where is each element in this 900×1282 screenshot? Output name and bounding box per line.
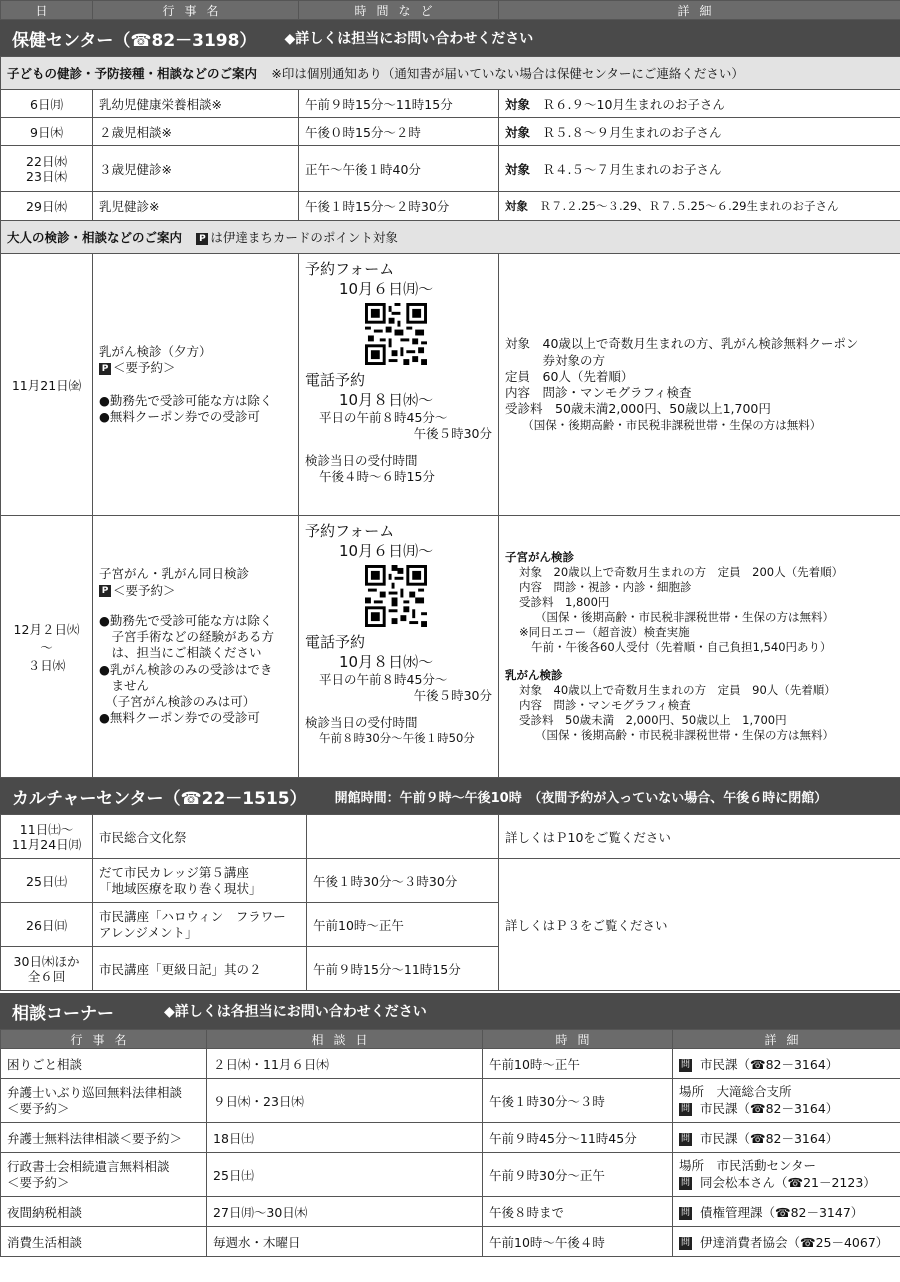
soudan-header-row <box>1 1030 900 1049</box>
row-date: 29日㈬ <box>1 192 93 221</box>
row-time: 午前９時15分～11時15分 <box>307 947 499 991</box>
row-contact: 伊達消費者協会（☎25－4067） <box>700 1234 889 1250</box>
row-day: 18日㈯ <box>207 1123 483 1153</box>
row-contact: 債権管理課（☎82－3147） <box>700 1204 864 1220</box>
cervical-detail-line: 午前・午後各60人受付（先着順・自己負担1,540円あり） <box>531 639 832 654</box>
cervical-note: ●無料クーポン券での受診可 <box>99 710 260 726</box>
soudan-title: 相談コーナー <box>12 1003 114 1024</box>
row-time: 午前９時15分～11時15分 <box>299 90 499 118</box>
row-date: 30日㈭ほか 全６回 <box>1 947 93 991</box>
row-place: 場所 市民活動センター <box>679 1158 817 1174</box>
hoken-table <box>0 56 900 778</box>
inquiry-icon: 問 <box>680 1059 690 1070</box>
cervical-note: ません <box>99 677 150 693</box>
row-event: だて市民カレッジ第５講座 「地域医療を取り巻く現状」 <box>93 859 307 903</box>
soudan-section-bar <box>0 993 900 1029</box>
breast-form-date: 10月６日㈪～ <box>339 279 434 298</box>
p-point-icon: P <box>196 233 208 245</box>
header-event: 行事名 <box>93 1 299 20</box>
row-detail: 詳しくはＰ10をご覧ください <box>499 815 900 859</box>
table-row <box>1 815 900 859</box>
breast2-detail-title: 乳がん検診 <box>505 668 563 683</box>
qr-code-icon[interactable] <box>365 565 427 627</box>
header-time: 時間など <box>299 1 499 20</box>
culture-note: 開館時間：午前９時～午後10時 （夜間予約が入っていない場合、午後６時に閉館） <box>334 790 828 806</box>
breast-date: 11月21日㈮ <box>1 254 93 516</box>
row-label: 対象 <box>505 96 531 112</box>
table-row <box>1 1049 900 1079</box>
row-time: 午後１時30分～３時 <box>483 1079 673 1123</box>
row-time: 午前10時～正午 <box>483 1049 673 1079</box>
cervical-note: ●勤務先で受診可能な方は除く <box>99 612 273 628</box>
row-event: 乳児健診※ <box>93 192 299 221</box>
row-event: 市民総合文化祭 <box>93 815 307 859</box>
header-table <box>0 0 900 20</box>
breast-exam-row <box>1 254 900 516</box>
breast-detail-line: 券対象の方 <box>505 352 606 368</box>
soudan-header-day: 相談日 <box>207 1030 483 1049</box>
row-time: 午前９時30分～正午 <box>483 1153 673 1197</box>
row-place: 場所 大滝総合支所 <box>679 1084 792 1100</box>
breast2-detail-line: 内容 問診・マンモグラフィ検査 <box>519 698 691 713</box>
row-contact: 同会松本さん（☎21－2123） <box>700 1174 876 1190</box>
breast2-detail-line: 対象 40歳以上で奇数月生まれの方 定員 90人（先着順） <box>519 683 836 698</box>
row-event: 弁護士いぶり巡回無料法律相談 ＜要予約＞ <box>1 1079 207 1123</box>
hoken-title: 保健センター（☎82－3198） <box>12 30 257 51</box>
cervical-date-end: ３日㈬ <box>27 657 66 673</box>
qr-code-icon[interactable] <box>365 303 427 365</box>
row-day: ２日㈭・11月６日㈭ <box>207 1049 483 1079</box>
breast-detail-line: （国保・後期高齢・市民税非課税世帯・生保の方は無料） <box>505 417 822 432</box>
row-day: ９日㈭・23日㈭ <box>207 1079 483 1123</box>
breast-phone-label: 電話予約 <box>305 371 366 389</box>
row-contact: 市民課（☎82－3164） <box>700 1130 839 1146</box>
cervical-date-start: 12月２日㈫ <box>13 621 80 637</box>
inquiry-icon: 問 <box>680 1207 690 1218</box>
row-event: 困りごと相談 <box>1 1049 207 1079</box>
row-detail: Ｒ７.２.25～３.29、Ｒ７.５.25～６.29生まれのお子さん <box>539 199 839 213</box>
row-event: ３歳児健診※ <box>93 146 299 192</box>
row-time: 午後１時30分～３時30分 <box>307 859 499 903</box>
column-header-row <box>1 1 900 20</box>
row-date: 11日㈯～ 11月24日㈪ <box>1 815 93 859</box>
cervical-note: ●乳がん検診のみの受診はでき <box>99 661 273 677</box>
row-event: 市民講座「ハロウィン フラワー アレンジメント」 <box>93 903 307 947</box>
inquiry-icon: 問 <box>680 1103 690 1114</box>
breast-detail-line: 定員 60人（先着順） <box>505 368 634 384</box>
cervical-reserve: ＜要予約＞ <box>113 582 176 598</box>
cervical-form-date: 10月６日㈪～ <box>339 541 434 560</box>
table-row <box>1 1227 900 1257</box>
row-time <box>307 815 499 859</box>
table-row <box>1 192 900 221</box>
row-date: 22日㈬ 23日㈭ <box>1 146 93 192</box>
row-label: 対象 <box>505 199 528 213</box>
cervical-detail-line: 受診料 1,800円 <box>519 594 610 609</box>
culture-table <box>0 814 900 991</box>
row-event: 乳幼児健康栄養相談※ <box>93 90 299 118</box>
p-point-icon: P <box>99 363 111 375</box>
table-row <box>1 146 900 192</box>
inquiry-icon: 問 <box>680 1177 690 1188</box>
cervical-detail-line: 内容 問診・視診・内診・細胞診 <box>519 579 692 594</box>
hoken-note: ◆詳しくは担当にお問い合わせください <box>284 31 534 47</box>
row-contact: 市民課（☎82－3164） <box>700 1056 839 1072</box>
p-point-icon: P <box>99 585 111 597</box>
table-row <box>1 1197 900 1227</box>
breast-event: 乳がん検診（夕方） <box>99 344 212 359</box>
cervical-weekday-end: 午後５時30分 <box>413 688 492 704</box>
header-date: 日 <box>1 1 93 20</box>
row-event: 消費生活相談 <box>1 1227 207 1257</box>
row-time: 午後０時15分～２時 <box>299 118 499 146</box>
breast-weekday: 平日の午前８時45分～ <box>319 410 448 425</box>
cervical-note: 子宮手術などの経験がある方 <box>99 629 275 645</box>
cervical-phone-date: 10月８日㈬～ <box>339 652 434 671</box>
row-date: 26日㈰ <box>1 903 93 947</box>
kids-subheader-note: ※印は個別通知あり（通知書が届いていない場合は保健センターにご連絡ください） <box>271 66 744 81</box>
breast-reception-time: 午後４時～６時15分 <box>319 468 435 484</box>
breast-phone-date: 10月８日㈬～ <box>339 390 434 409</box>
merged-detail: 詳しくはＰ３をご覧ください <box>499 859 900 991</box>
row-detail: Ｒ５.８～９月生まれのお子さん <box>542 124 722 140</box>
breast2-detail-line: 受診料 50歳未満 2,000円、50歳以上 1,700円 <box>519 713 787 728</box>
row-detail: Ｒ４.５～７月生まれのお子さん <box>542 161 722 177</box>
kids-subheader-title: 子どもの健診・予防接種・相談などのご案内 <box>7 66 258 81</box>
cervical-detail-line: （国保・後期高齢・市民税非課税世帯・生保の方は無料） <box>535 609 834 624</box>
adult-subheader-note: は伊達まちカードのポイント対象 <box>210 230 398 245</box>
row-contact: 市民課（☎82－3164） <box>700 1100 839 1116</box>
cervical-weekday: 平日の午前８時45分～ <box>319 672 448 687</box>
row-event: 弁護士無料法律相談＜要予約＞ <box>1 1123 207 1153</box>
row-time: 正午～午後１時40分 <box>299 146 499 192</box>
table-row <box>1 859 900 903</box>
table-row <box>1 1079 900 1123</box>
header-detail: 詳細 <box>499 1 900 20</box>
adult-subheader-title: 大人の検診・相談などのご案内 <box>7 230 183 245</box>
hoken-section-bar <box>0 20 900 56</box>
row-event: 行政書士会相続遺言無料相談 ＜要予約＞ <box>1 1153 207 1197</box>
breast-detail-line: 対象 40歳以上で奇数月生まれの方、乳がん検診無料クーポン <box>505 336 859 352</box>
breast-form-label: 予約フォーム <box>305 260 395 278</box>
soudan-note: ◆詳しくは各担当にお問い合わせください <box>164 1004 427 1020</box>
table-row <box>1 118 900 146</box>
soudan-table <box>0 1029 900 1257</box>
breast-detail-line: 内容 問診・マンモグラフィ検査 <box>505 385 692 401</box>
cervical-exam-row <box>1 516 900 778</box>
row-day: 25日㈯ <box>207 1153 483 1197</box>
soudan-header-detail: 詳細 <box>673 1030 900 1049</box>
row-time: 午前10時～午後４時 <box>483 1227 673 1257</box>
breast-reception-label: 検診当日の受付時間 <box>305 452 418 468</box>
breast2-detail-line: （国保・後期高齢・市民税非課税世帯・生保の方は無料） <box>535 728 834 743</box>
row-time: 午後１時15分～２時30分 <box>299 192 499 221</box>
inquiry-icon: 問 <box>680 1133 690 1144</box>
table-row <box>1 1123 900 1153</box>
cervical-event: 子宮がん・乳がん同日検診 <box>99 566 250 582</box>
row-event: ２歳児相談※ <box>93 118 299 146</box>
row-time: 午後８時まで <box>483 1197 673 1227</box>
cervical-date-sep: ～ <box>40 639 53 655</box>
inquiry-icon: 問 <box>680 1237 690 1248</box>
cervical-detail-line: 対象 20歳以上で奇数月生まれの方 定員 200人（先着順） <box>519 564 844 579</box>
breast-reserve: ＜要予約＞ <box>113 360 176 376</box>
culture-section-bar <box>0 778 900 814</box>
cervical-note: は、担当にご相談ください <box>99 645 262 661</box>
adult-subheader <box>1 221 900 254</box>
row-event: 市民講座「更級日記」其の２ <box>93 947 307 991</box>
table-row <box>1 90 900 118</box>
row-label: 対象 <box>505 161 531 177</box>
breast-note: ●無料クーポン券での受診可 <box>99 408 260 424</box>
culture-title: カルチャーセンター（☎22－1515） <box>12 788 307 809</box>
cervical-phone-label: 電話予約 <box>305 633 366 651</box>
soudan-header-event: 行事名 <box>1 1030 207 1049</box>
breast-detail-line: 受診料 50歳未満2,000円、50歳以上1,700円 <box>505 401 771 417</box>
row-date: 9日㈭ <box>1 118 93 146</box>
cervical-note: （子宮がん検診のみは可） <box>99 694 256 710</box>
row-detail: Ｒ６.９～10月生まれのお子さん <box>542 96 725 112</box>
row-label: 対象 <box>505 124 531 140</box>
row-time: 午前９時45分～11時45分 <box>483 1123 673 1153</box>
row-date: 6日㈪ <box>1 90 93 118</box>
soudan-header-time: 時間 <box>483 1030 673 1049</box>
row-day: 毎週水・木曜日 <box>207 1227 483 1257</box>
row-day: 27日㈪～30日㈭ <box>207 1197 483 1227</box>
cervical-reception-time: 午前８時30分～午後１時50分 <box>319 730 475 745</box>
row-date: 25日㈯ <box>1 859 93 903</box>
row-time: 午前10時～正午 <box>307 903 499 947</box>
cervical-form-label: 予約フォーム <box>305 522 395 540</box>
kids-subheader <box>1 57 900 90</box>
breast-note: ●勤務先で受診可能な方は除く <box>99 392 273 408</box>
breast-weekday-end: 午後５時30分 <box>413 426 492 442</box>
cervical-detail-line: ※同日エコー（超音波）検査実施 <box>519 624 690 639</box>
row-event: 夜間納税相談 <box>1 1197 207 1227</box>
cervical-reception-label: 検診当日の受付時間 <box>305 714 418 730</box>
table-row <box>1 1153 900 1197</box>
cervical-detail-title: 子宮がん検診 <box>505 549 574 564</box>
